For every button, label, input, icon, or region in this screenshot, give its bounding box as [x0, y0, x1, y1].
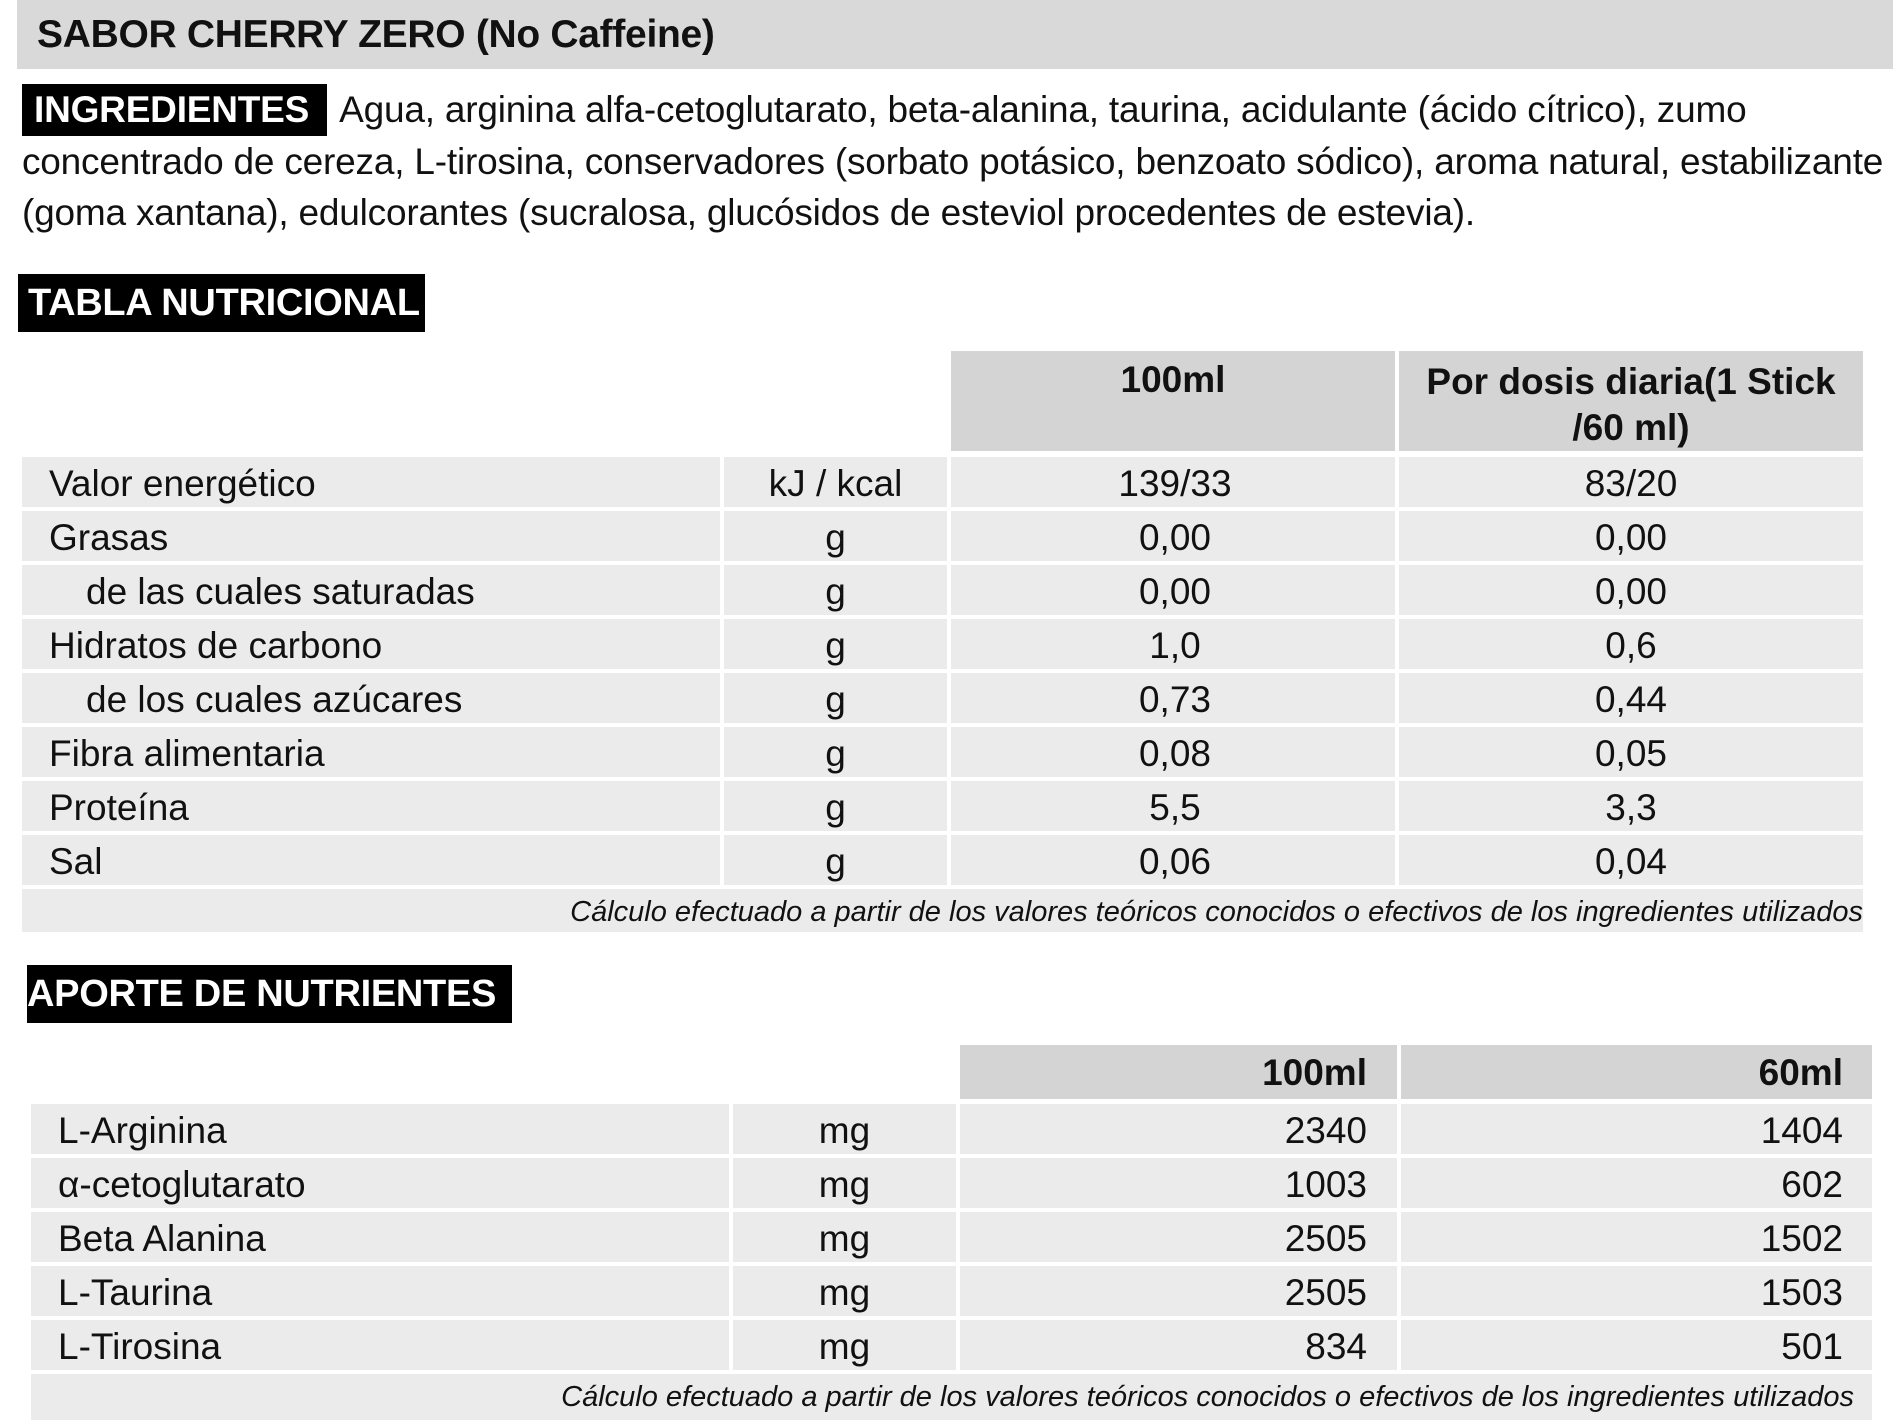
value-100ml: 0,08: [951, 727, 1395, 777]
nutrient-name: L-Taurina: [31, 1266, 729, 1316]
value-per-dose: 0,44: [1399, 673, 1863, 723]
ingredients-label: INGREDIENTES: [22, 84, 327, 136]
value-per-dose: 0,00: [1399, 565, 1863, 615]
nutrient-name: Hidratos de carbono: [22, 619, 720, 669]
value-100ml: 0,06: [951, 835, 1395, 885]
value-60ml: 501: [1401, 1320, 1872, 1370]
nutrient-name: de los cuales azúcares: [22, 673, 720, 723]
header-per-dose: Por dosis diaria(1 Stick /60 ml): [1399, 351, 1863, 451]
value-60ml: 602: [1401, 1158, 1872, 1208]
nutrient-unit: mg: [733, 1320, 956, 1370]
value-100ml: 5,5: [951, 781, 1395, 831]
value-100ml: 834: [960, 1320, 1397, 1370]
nutrient-unit: g: [724, 673, 947, 723]
calculation-note: Cálculo efectuado a partir de los valores teóricos conocidos o efectivos de los ingredientes utilizados: [22, 889, 1863, 932]
nutrient-unit: mg: [733, 1104, 956, 1154]
nutrient-name: Beta Alanina: [31, 1212, 729, 1262]
value-per-dose: 0,6: [1399, 619, 1863, 669]
value-60ml: 1404: [1401, 1104, 1872, 1154]
header-100ml: 100ml: [960, 1045, 1397, 1099]
value-per-dose: 0,05: [1399, 727, 1863, 777]
value-per-dose: 3,3: [1399, 781, 1863, 831]
nutrient-unit: g: [724, 619, 947, 669]
nutrient-unit: kJ / kcal: [724, 457, 947, 507]
value-100ml: 0,00: [951, 565, 1395, 615]
header-100ml: 100ml: [951, 351, 1395, 451]
nutrient-unit: g: [724, 565, 947, 615]
value-per-dose: 0,04: [1399, 835, 1863, 885]
nutrition-table-heading: TABLA NUTRICIONAL: [18, 274, 425, 332]
value-100ml: 139/33: [951, 457, 1395, 507]
ingredients-paragraph: [22, 84, 1887, 238]
nutrient-name: de las cuales saturadas: [22, 565, 720, 615]
ingredients-text: Agua, arginina alfa-cetoglutarato, beta-alanina, taurina, acidulante (ácido cítrico), zumo concentrado de cereza, L-tirosina, conservadores (sorbato potásico, benzoato sódico), aroma natural, estabilizante (goma xantana), edulcorantes (sucralosa, glucósidos de esteviol procedentes de estevia).: [22, 89, 1884, 233]
value-100ml: 2505: [960, 1212, 1397, 1262]
nutrient-name: Fibra alimentaria: [22, 727, 720, 777]
calculation-note: Cálculo efectuado a partir de los valores teóricos conocidos o efectivos de los ingredientes utilizados: [31, 1374, 1872, 1420]
value-60ml: 1503: [1401, 1266, 1872, 1316]
nutrients-table-heading: APORTE DE NUTRIENTES: [27, 965, 512, 1023]
product-title: SABOR CHERRY ZERO (No Caffeine): [17, 0, 1893, 69]
value-100ml: 2340: [960, 1104, 1397, 1154]
value-100ml: 0,73: [951, 673, 1395, 723]
value-100ml: 1,0: [951, 619, 1395, 669]
nutrient-unit: mg: [733, 1212, 956, 1262]
nutrient-name: α-cetoglutarato: [31, 1158, 729, 1208]
nutrient-unit: g: [724, 511, 947, 561]
nutrient-unit: g: [724, 727, 947, 777]
nutrient-unit: mg: [733, 1158, 956, 1208]
value-60ml: 1502: [1401, 1212, 1872, 1262]
value-per-dose: 83/20: [1399, 457, 1863, 507]
value-100ml: 2505: [960, 1266, 1397, 1316]
value-100ml: 0,00: [951, 511, 1395, 561]
nutrient-unit: g: [724, 835, 947, 885]
nutrient-name: Valor energético: [22, 457, 720, 507]
nutrient-name: L-Tirosina: [31, 1320, 729, 1370]
nutrient-name: Grasas: [22, 511, 720, 561]
value-100ml: 1003: [960, 1158, 1397, 1208]
nutrient-unit: mg: [733, 1266, 956, 1316]
header-60ml: 60ml: [1401, 1045, 1872, 1099]
value-per-dose: 0,00: [1399, 511, 1863, 561]
nutrient-unit: g: [724, 781, 947, 831]
nutrient-name: Sal: [22, 835, 720, 885]
nutrient-name: L-Arginina: [31, 1104, 729, 1154]
nutrient-name: Proteína: [22, 781, 720, 831]
